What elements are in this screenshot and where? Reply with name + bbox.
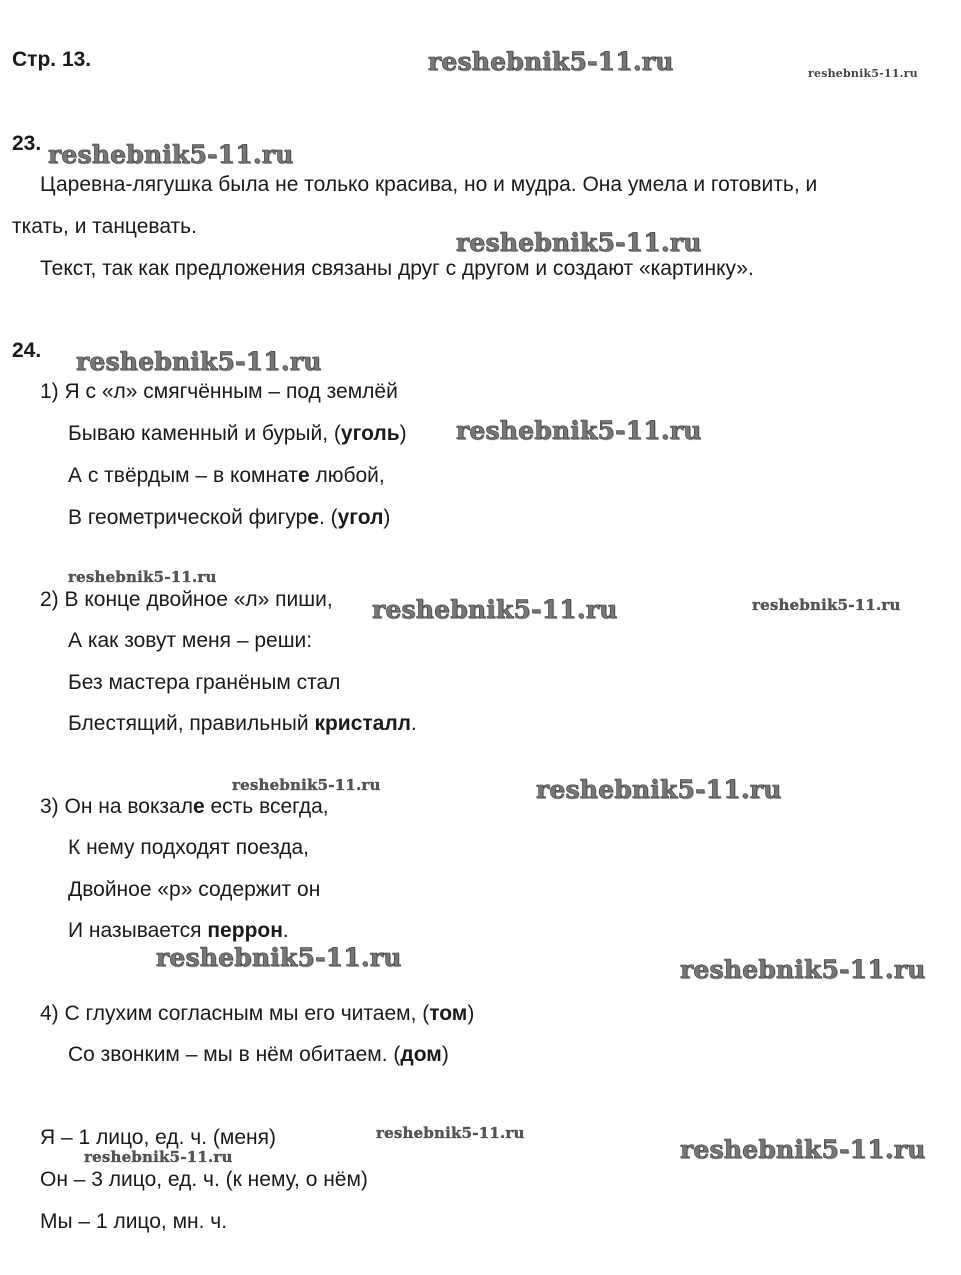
task-23-number: 23. bbox=[12, 132, 42, 155]
answer-word: перрон bbox=[207, 919, 283, 942]
riddle-1-line-1: 1) Я с «л» смягчённым – под землёй bbox=[40, 380, 398, 403]
watermark: reshebnik5-11.ru bbox=[372, 595, 618, 624]
emphasized-letter: е bbox=[297, 464, 310, 487]
riddle-1-line-2: Бываю каменный и бурый, (уголь) bbox=[68, 422, 407, 445]
riddle-2-line-1: 2) В конце двойное «л» пиши, bbox=[40, 588, 333, 611]
task-24-number: 24. bbox=[12, 339, 42, 362]
watermark: reshebnik5-11.ru bbox=[68, 568, 217, 586]
watermark: reshebnik5-11.ru bbox=[84, 1148, 233, 1166]
task-23-line-2: ткать, и танцевать. bbox=[12, 215, 197, 238]
riddle-3-line-4: И называется перрон. bbox=[68, 919, 289, 942]
answer-word: угол bbox=[337, 506, 384, 529]
watermark: reshebnik5-11.ru bbox=[680, 955, 926, 984]
watermark: reshebnik5-11.ru bbox=[752, 596, 901, 614]
answer-word: уголь bbox=[340, 422, 400, 445]
watermark: reshebnik5-11.ru bbox=[428, 47, 674, 76]
emphasized-letter: е bbox=[307, 506, 319, 529]
watermark: reshebnik5-11.ru bbox=[456, 228, 702, 257]
note-line-3: Мы – 1 лицо, мн. ч. bbox=[40, 1210, 228, 1233]
task-23-line-1: Царевна-лягушка была не только красива, но и мудра. Она умела и готовить, и bbox=[40, 173, 818, 196]
riddle-4-line-2: Со звонким – мы в нём обитаем. (дом) bbox=[68, 1043, 449, 1066]
riddle-1-line-4: В геометрической фигуре. (угол) bbox=[68, 506, 391, 529]
answer-word: дом bbox=[400, 1043, 442, 1066]
watermark: reshebnik5-11.ru bbox=[156, 943, 402, 972]
answer-word: том bbox=[429, 1002, 468, 1025]
riddle-3-line-3: Двойное «р» содержит он bbox=[68, 878, 321, 901]
watermark: reshebnik5-11.ru bbox=[808, 67, 918, 80]
emphasized-letter: е bbox=[192, 795, 205, 818]
task-23-answer: Текст, так как предложения связаны друг с другом и создают «картинку». bbox=[40, 257, 754, 280]
riddle-2-line-4: Блестящий, правильный кристалл. bbox=[68, 712, 417, 735]
watermark: reshebnik5-11.ru bbox=[536, 775, 782, 804]
riddle-1-line-3: А с твёрдым – в комнате любой, bbox=[68, 464, 385, 487]
riddle-3-line-2: К нему подходят поезда, bbox=[68, 836, 309, 859]
riddle-4-line-1: 4) С глухим согласным мы его читаем, (том) bbox=[40, 1002, 475, 1025]
answer-word: кристалл bbox=[314, 712, 412, 735]
watermark: reshebnik5-11.ru bbox=[232, 776, 381, 794]
riddle-3-line-1: 3) Он на вокзале есть всегда, bbox=[40, 795, 329, 818]
watermark: reshebnik5-11.ru bbox=[48, 140, 294, 169]
page-label: Стр. 13. bbox=[12, 48, 92, 71]
watermark: reshebnik5-11.ru bbox=[76, 347, 322, 376]
note-line-2: Он – 3 лицо, ед. ч. (к нему, о нём) bbox=[40, 1168, 368, 1191]
watermark: reshebnik5-11.ru bbox=[376, 1124, 525, 1142]
note-line-1: Я – 1 лицо, ед. ч. (меня) bbox=[40, 1126, 276, 1149]
riddle-2-line-2: А как зовут меня – реши: bbox=[68, 629, 313, 652]
watermark: reshebnik5-11.ru bbox=[456, 416, 702, 445]
watermark: reshebnik5-11.ru bbox=[680, 1135, 926, 1164]
riddle-2-line-3: Без мастера гранёным стал bbox=[68, 671, 341, 694]
